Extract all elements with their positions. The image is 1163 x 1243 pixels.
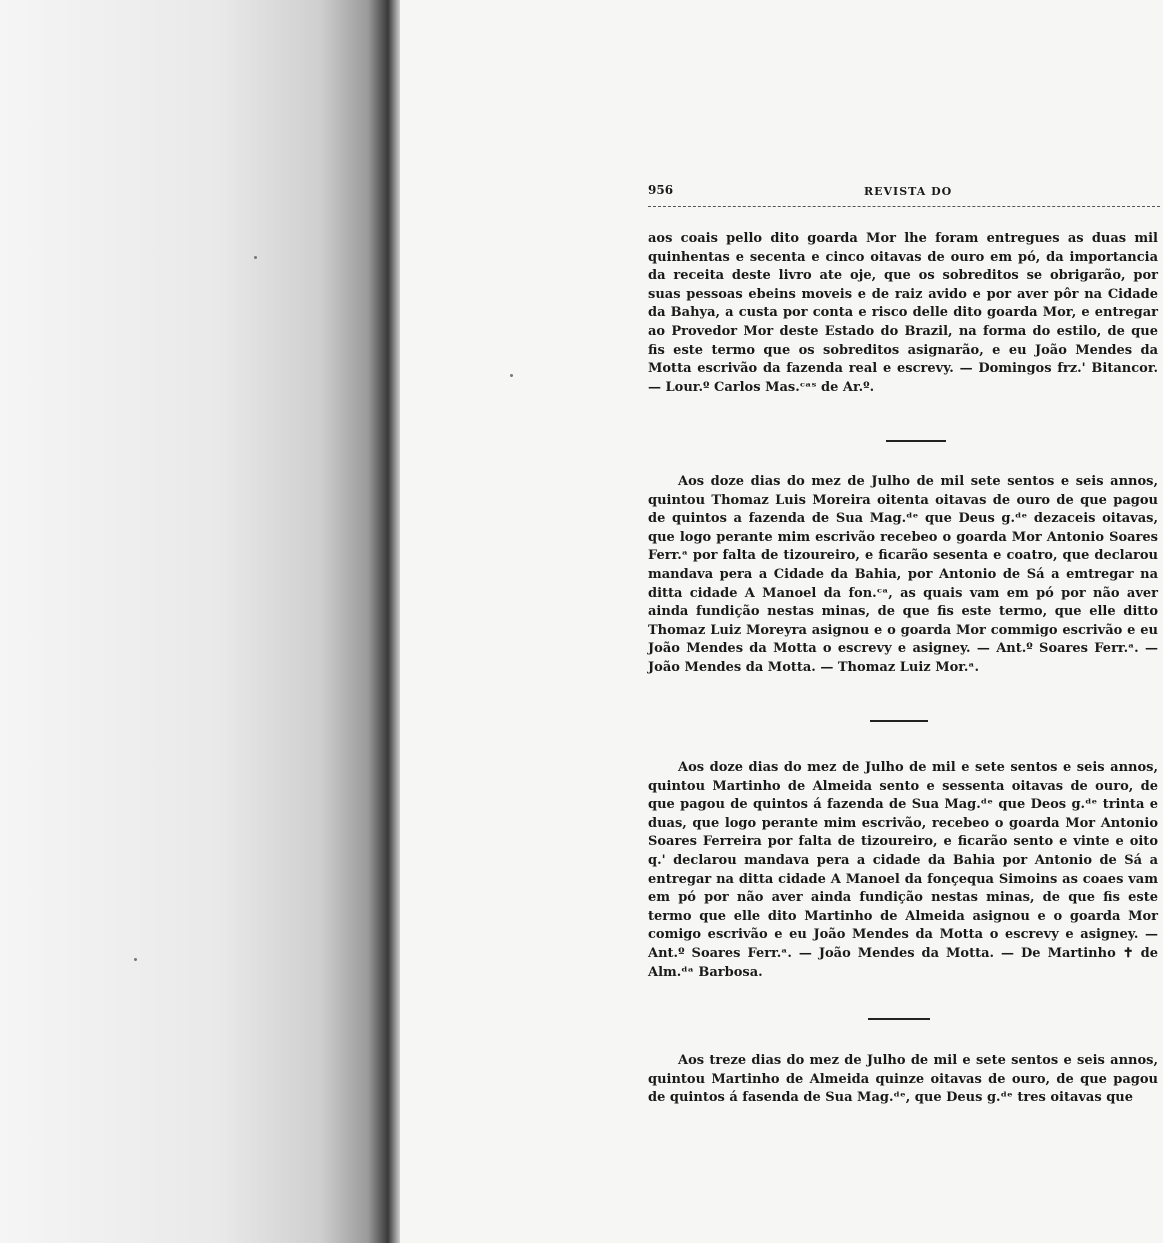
header-rule (648, 206, 1160, 207)
running-title: REVISTA DO (864, 185, 953, 198)
book-spine-shadow (0, 0, 400, 1243)
scan-speck (510, 374, 513, 377)
paragraph-3: Aos doze dias do mez de Julho de mil e sete sentos e seis annos, quintou Martinho de Almeida sento e sessenta oitavas de ouro, de que pagou de quintos á fazenda de Sua Mag.ᵈᵉ que Deos g.ᵈᵉ trinta e duas, que logo perante mim escrivão, recebeo o goarda Mor Antonio Soares Ferreira por falta de tizoureiro, e ficarão sento e vinte e oito q.' declarou mandava pera a cidade da Bahia por Antonio de Sá a entregar na ditta cidade A Manoel da fonçequa Simoins as coaes vam em pó por não aver ainda fundição nestas minas, de que fis este termo que elle dito Martinho de Almeida asignou e o goarda Mor comigo escrivão e eu João Mendes da Motta o escrevy e asigney. — Ant.º Soares Ferr.ᵃ. — João Mendes da Motta. — De Martinho ✝ de Alm.ᵈᵃ Barbosa. (648, 760, 1158, 980)
page-header (648, 183, 1160, 203)
paragraph-4: Aos treze dias do mez de Julho de mil e sete sentos e seis annos, quintou Martinho de Almeida quinze oitavas de ouro, de que pagou de quintos á fasenda de Sua Mag.ᵈᵉ, que Deus g.ᵈᵉ tres oitavas que (648, 1053, 1158, 1106)
scan-speck (254, 256, 257, 259)
section-divider (868, 1018, 930, 1020)
paragraph-1: aos coais pello dito goarda Mor lhe foram entregues as duas mil quinhentas e secenta e cinco oitavas de ouro em pó, da importancia da receita deste livro ate oje, que os sobreditos se obrigarão, por suas pessoas ebeins moveis e de raiz avido e por aver pôr na Cidade da Bahya, a custa por conta e risco delle dito goarda Mor, e entregar ao Provedor Mor deste Estado do Brazil, na forma do estilo, de que fis este termo que os sobreditos asignarão, e eu João Mendes da Motta escrivão da fazenda real e escrevy. — Domingos frz.' Bitancor. — Lour.º Carlos Mas.ᶜᵃˢ de Ar.º. (648, 231, 1158, 395)
section-divider (886, 440, 946, 442)
paragraph-2: Aos doze dias do mez de Julho de mil sete sentos e seis annos, quintou Thomaz Luis Moreira oitenta oitavas de ouro de que pagou de quintos a fazenda de Sua Mag.ᵈᵉ que Deus g.ᵈᵉ dezaceis oitavas, que logo perante mim escrivão recebeo o goarda Mor Antonio Soares Ferr.ᵃ por falta de tizoureiro, e ficarão sesenta e coatro, que declarou mandava pera a Cidade da Bahia, por Antonio de Sá a emtregar na ditta cidade A Manoel da fon.ᶜᵃ, as quais vam em pó por não aver ainda fundição nestas minas, de que fis este termo, que elle ditto Thomaz Luiz Moreyra asignou e o goarda Mor commigo escrivão e eu João Mendes da Motta o escrevy e asigney. — Ant.º Soares Ferr.ᵃ. — João Mendes da Motta. — Thomaz Luiz Mor.ᵃ. (648, 474, 1158, 675)
section-divider (870, 720, 928, 722)
scan-speck (134, 958, 137, 961)
page-number: 956 (648, 183, 674, 197)
